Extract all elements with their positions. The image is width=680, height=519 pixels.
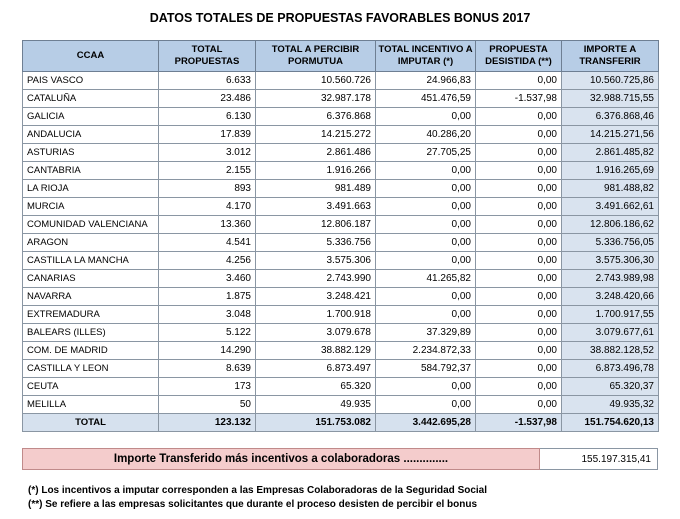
table-row [23, 324, 659, 342]
desistida-cell: 0,00 [476, 234, 562, 252]
percibir-cell: 1.700.918 [256, 306, 376, 324]
desistida-cell: 0,00 [476, 270, 562, 288]
desistida-cell: 0,00 [476, 396, 562, 414]
incentivo-cell: 0,00 [376, 162, 476, 180]
propuestas-cell: 6.633 [159, 72, 256, 90]
incentivo-cell: 0,00 [376, 198, 476, 216]
percibir-cell: 1.916.266 [256, 162, 376, 180]
desistida-cell: 0,00 [476, 198, 562, 216]
desistida-cell: 0,00 [476, 162, 562, 180]
table-row [23, 126, 659, 144]
percibir-cell: 14.215.272 [256, 126, 376, 144]
importe-cell: 981.488,82 [562, 180, 659, 198]
percibir-cell: 6.376.868 [256, 108, 376, 126]
table-row [23, 342, 659, 360]
total-incentivo: 3.442.695,28 [376, 414, 476, 432]
desistida-cell: 0,00 [476, 342, 562, 360]
incentivo-cell: 37.329,89 [376, 324, 476, 342]
ccaa-cell: COM. DE MADRID [23, 342, 159, 360]
data-table [22, 40, 659, 432]
header-row [23, 41, 659, 72]
table-row [23, 360, 659, 378]
ccaa-cell: CANARIAS [23, 270, 159, 288]
col-header-total-propuestas: TOTAL PROPUESTAS [159, 41, 256, 72]
importe-cell: 1.916.265,69 [562, 162, 659, 180]
importe-cell: 14.215.271,56 [562, 126, 659, 144]
table-row [23, 144, 659, 162]
propuestas-cell: 5.122 [159, 324, 256, 342]
propuestas-cell: 893 [159, 180, 256, 198]
percibir-cell: 981.489 [256, 180, 376, 198]
table-row [23, 216, 659, 234]
incentivo-cell: 0,00 [376, 378, 476, 396]
incentivo-cell: 0,00 [376, 252, 476, 270]
incentivo-cell: 41.265,82 [376, 270, 476, 288]
ccaa-cell: ASTURIAS [23, 144, 159, 162]
table-row [23, 108, 659, 126]
incentivo-cell: 2.234.872,33 [376, 342, 476, 360]
propuestas-cell: 4.256 [159, 252, 256, 270]
desistida-cell: -1.537,98 [476, 90, 562, 108]
importe-cell: 2.861.485,82 [562, 144, 659, 162]
table-row [23, 306, 659, 324]
summary-value: 155.197.315,41 [540, 448, 658, 470]
importe-cell: 12.806.186,62 [562, 216, 659, 234]
incentivo-cell: 0,00 [376, 180, 476, 198]
percibir-cell: 6.873.497 [256, 360, 376, 378]
percibir-cell: 5.336.756 [256, 234, 376, 252]
table-row [23, 162, 659, 180]
total-propuestas: 123.132 [159, 414, 256, 432]
incentivo-cell: 0,00 [376, 396, 476, 414]
incentivo-cell: 451.476,59 [376, 90, 476, 108]
propuestas-cell: 6.130 [159, 108, 256, 126]
summary-box [22, 448, 658, 470]
footnote-2: (**) Se refiere a las empresas solicitantes que durante el proceso desisten de percibir el bonus [28, 499, 478, 510]
table-row [23, 288, 659, 306]
importe-cell: 6.376.868,46 [562, 108, 659, 126]
desistida-cell: 0,00 [476, 144, 562, 162]
desistida-cell: 0,00 [476, 180, 562, 198]
ccaa-cell: CASTILLA LA MANCHA [23, 252, 159, 270]
col-header-ccaa: CCAA [23, 41, 159, 72]
percibir-cell: 49.935 [256, 396, 376, 414]
percibir-cell: 3.248.421 [256, 288, 376, 306]
total-desistida: -1.537,98 [476, 414, 562, 432]
importe-cell: 10.560.725,86 [562, 72, 659, 90]
table-row [23, 72, 659, 90]
incentivo-cell: 584.792,37 [376, 360, 476, 378]
desistida-cell: 0,00 [476, 252, 562, 270]
table-row [23, 198, 659, 216]
importe-cell: 3.575.306,30 [562, 252, 659, 270]
ccaa-cell: COMUNIDAD VALENCIANA [23, 216, 159, 234]
ccaa-cell: MURCIA [23, 198, 159, 216]
ccaa-cell: BALEARS (ILLES) [23, 324, 159, 342]
importe-cell: 65.320,37 [562, 378, 659, 396]
propuestas-cell: 50 [159, 396, 256, 414]
ccaa-cell: CANTABRIA [23, 162, 159, 180]
importe-cell: 6.873.496,78 [562, 360, 659, 378]
table-row [23, 180, 659, 198]
importe-cell: 38.882.128,52 [562, 342, 659, 360]
incentivo-cell: 0,00 [376, 108, 476, 126]
ccaa-cell: CEUTA [23, 378, 159, 396]
propuestas-cell: 3.460 [159, 270, 256, 288]
propuestas-cell: 17.839 [159, 126, 256, 144]
importe-cell: 3.491.662,61 [562, 198, 659, 216]
propuestas-cell: 1.875 [159, 288, 256, 306]
incentivo-cell: 0,00 [376, 306, 476, 324]
desistida-cell: 0,00 [476, 72, 562, 90]
desistida-cell: 0,00 [476, 378, 562, 396]
importe-cell: 32.988.715,55 [562, 90, 659, 108]
importe-cell: 1.700.917,55 [562, 306, 659, 324]
ccaa-cell: CASTILLA Y LEON [23, 360, 159, 378]
propuestas-cell: 4.541 [159, 234, 256, 252]
table-row [23, 378, 659, 396]
incentivo-cell: 24.966,83 [376, 72, 476, 90]
page-title: DATOS TOTALES DE PROPUESTAS FAVORABLES BONUS 2017 [149, 11, 531, 25]
percibir-cell: 32.987.178 [256, 90, 376, 108]
importe-cell: 2.743.989,98 [562, 270, 659, 288]
percibir-cell: 3.079.678 [256, 324, 376, 342]
ccaa-cell: PAIS VASCO [23, 72, 159, 90]
desistida-cell: 0,00 [476, 126, 562, 144]
incentivo-cell: 0,00 [376, 216, 476, 234]
importe-cell: 49.935,32 [562, 396, 659, 414]
total-row [23, 414, 659, 432]
summary-label: Importe Transferido más incentivos a colaboradoras .............. [22, 448, 540, 470]
desistida-cell: 0,00 [476, 216, 562, 234]
desistida-cell: 0,00 [476, 288, 562, 306]
desistida-cell: 0,00 [476, 324, 562, 342]
propuestas-cell: 14.290 [159, 342, 256, 360]
incentivo-cell: 40.286,20 [376, 126, 476, 144]
table-row [23, 270, 659, 288]
ccaa-cell: EXTREMADURA [23, 306, 159, 324]
col-header-propuesta-desistida: PROPUESTA DESISTIDA (**) [476, 41, 562, 72]
propuestas-cell: 2.155 [159, 162, 256, 180]
propuestas-cell: 4.170 [159, 198, 256, 216]
ccaa-cell: ANDALUCIA [23, 126, 159, 144]
col-header-total-incentivo: TOTAL INCENTIVO A IMPUTAR (*) [376, 41, 476, 72]
percibir-cell: 3.575.306 [256, 252, 376, 270]
total-label: TOTAL [23, 414, 159, 432]
propuestas-cell: 13.360 [159, 216, 256, 234]
desistida-cell: 0,00 [476, 360, 562, 378]
total-importe: 151.754.620,13 [562, 414, 659, 432]
ccaa-cell: NAVARRA [23, 288, 159, 306]
ccaa-cell: LA RIOJA [23, 180, 159, 198]
table-row [23, 252, 659, 270]
percibir-cell: 65.320 [256, 378, 376, 396]
table-row [23, 234, 659, 252]
propuestas-cell: 23.486 [159, 90, 256, 108]
importe-cell: 5.336.756,05 [562, 234, 659, 252]
percibir-cell: 2.743.990 [256, 270, 376, 288]
desistida-cell: 0,00 [476, 306, 562, 324]
percibir-cell: 2.861.486 [256, 144, 376, 162]
percibir-cell: 10.560.726 [256, 72, 376, 90]
table-row [23, 90, 659, 108]
ccaa-cell: ARAGON [23, 234, 159, 252]
incentivo-cell: 27.705,25 [376, 144, 476, 162]
propuestas-cell: 3.012 [159, 144, 256, 162]
propuestas-cell: 173 [159, 378, 256, 396]
col-header-importe-transferir: IMPORTE A TRANSFERIR [562, 41, 659, 72]
ccaa-cell: MELILLA [23, 396, 159, 414]
table-row [23, 396, 659, 414]
col-header-total-percibir: TOTAL A PERCIBIR PORMUTUA [256, 41, 376, 72]
importe-cell: 3.079.677,61 [562, 324, 659, 342]
percibir-cell: 38.882.129 [256, 342, 376, 360]
percibir-cell: 12.806.187 [256, 216, 376, 234]
incentivo-cell: 0,00 [376, 234, 476, 252]
ccaa-cell: GALICIA [23, 108, 159, 126]
footnote-1: (*) Los incentivos a imputar corresponden a las Empresas Colaboradoras de la Seguridad Social [28, 485, 488, 496]
propuestas-cell: 3.048 [159, 306, 256, 324]
percibir-cell: 3.491.663 [256, 198, 376, 216]
desistida-cell: 0,00 [476, 108, 562, 126]
importe-cell: 3.248.420,66 [562, 288, 659, 306]
total-percibir: 151.753.082 [256, 414, 376, 432]
propuestas-cell: 8.639 [159, 360, 256, 378]
ccaa-cell: CATALUÑA [23, 90, 159, 108]
incentivo-cell: 0,00 [376, 288, 476, 306]
